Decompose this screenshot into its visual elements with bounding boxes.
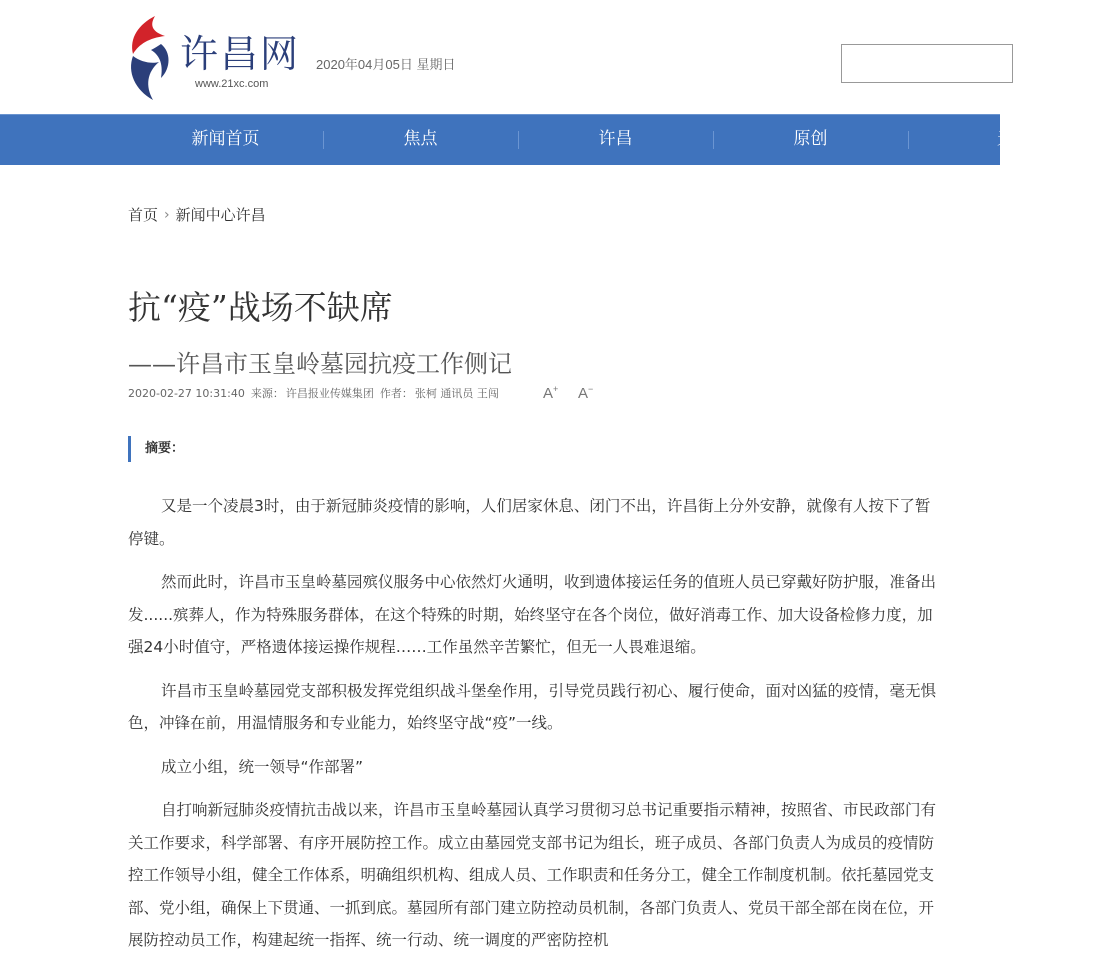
- minus-icon: −: [588, 384, 594, 394]
- breadcrumb-section-link[interactable]: 新闻中心许昌: [175, 206, 266, 224]
- font-increase-icon: A: [543, 385, 554, 402]
- source-label: 来源：: [250, 387, 284, 400]
- article-title: 抗“疫”战场不缺席: [128, 288, 393, 327]
- nav-item-original[interactable]: 原创: [793, 129, 828, 149]
- search-input[interactable]: [841, 44, 1013, 83]
- site-url: www.21xc.com: [195, 78, 269, 90]
- breadcrumb: [128, 204, 266, 225]
- current-date: 2020年04月05日 星期日: [316, 57, 456, 72]
- article-paragraph: 又是一个凌晨3时，由于新冠肺炎疫情的影响，人们居家休息、闭门不出，许昌街上分外安静，就像有人按下了暂停键。: [128, 497, 931, 548]
- nav-item-xuchang[interactable]: 许昌: [598, 129, 633, 149]
- nav-item-more[interactable]: 天: [997, 129, 1014, 149]
- article-paragraph: 许昌市玉皇岭墓园党支部积极发挥党组织战斗堡垒作用，引导党员践行初心、履行使命，面对凶猛的疫情，毫无惧色，冲锋在前，用温情服务和专业能力，始终坚守战“疫”一线。: [128, 681, 937, 732]
- article-body: [128, 490, 940, 968]
- article-paragraph: 然而此时，许昌市玉皇岭墓园殡仪服务中心依然灯火通明，收到遗体接运任务的值班人员已穿戴好防护服，准备出发......殡葬人，作为特殊服务群体，在这个特殊的时期，始终坚守在各个岗位，做好消毒工作、加大设备检修力度，加强24小时值守，严格遗体接运操作规程……工作虽然辛苦繁忙，但无一人畏难退缩。: [128, 573, 937, 656]
- article-paragraph: 自打响新冠肺炎疫情抗击战以来，许昌市玉皇岭墓园认真学习贯彻习总书记重要指示精神，按照省、市民政部门有关工作要求，科学部署、有序开展防控工作。成立由墓园党支部书记为组长，班子成员、各部门负责人为成员的疫情防控工作领导小组，健全工作体系，明确组织机构、组成人员、工作职责和任务分工，健全工作制度机制。依托墓园党支部、党小组，确保上下贯通、一抓到底。墓园所有部门建立防控动员机制，各部门负责人、党员干部全部在岗在位，开展防控动员工作，构建起统一指挥、统一行动、统一调度的严密防控机: [128, 801, 937, 949]
- summary-label: 摘要：: [128, 436, 184, 462]
- chevron-right-icon: ›: [164, 206, 170, 223]
- site-name: 许昌网: [180, 32, 301, 76]
- site-header: [0, 0, 1000, 114]
- nav-item-focus[interactable]: 焦点: [403, 129, 438, 149]
- plus-icon: +: [553, 384, 559, 394]
- article-datetime: 2020-02-27 10:31:40: [128, 387, 245, 400]
- article-subtitle: ——许昌市玉皇岭墓园抗疫工作侧记: [128, 350, 512, 378]
- article-source: 许昌报业传媒集团: [285, 387, 374, 400]
- logo-mark-icon: [125, 14, 175, 102]
- site-logo[interactable]: [125, 14, 305, 102]
- font-increase-button[interactable]: [543, 384, 558, 402]
- article-paragraph: 成立小组，统一领导“作部署”: [161, 757, 364, 776]
- article-meta: [128, 386, 505, 402]
- nav-item-news-home[interactable]: 新闻首页: [191, 129, 260, 149]
- font-decrease-button[interactable]: [578, 384, 593, 402]
- font-decrease-icon: A: [578, 385, 589, 402]
- author-label: 作者：: [379, 387, 413, 400]
- breadcrumb-home-link[interactable]: 首页: [128, 206, 159, 224]
- article-author: 张柯 通讯员 王闯: [414, 387, 499, 400]
- main-nav: [0, 114, 1014, 165]
